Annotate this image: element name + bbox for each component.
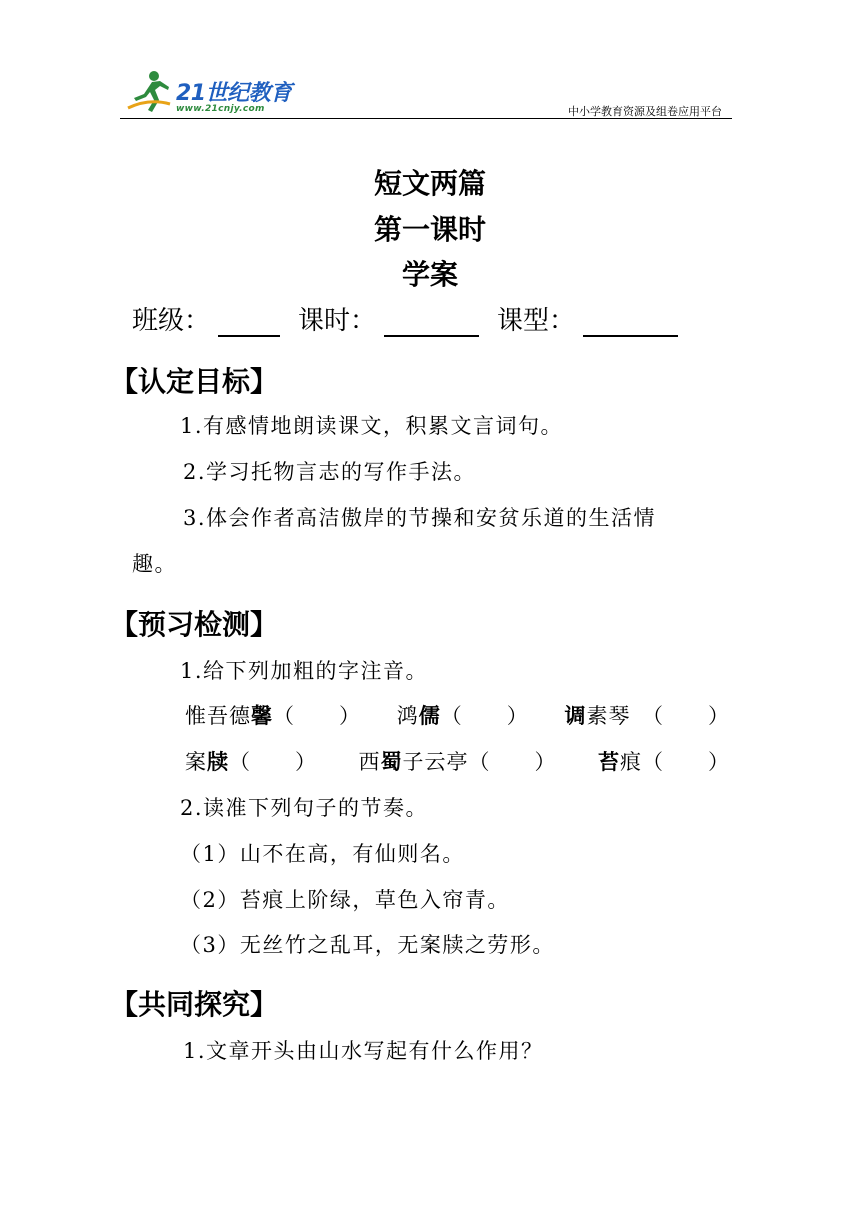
preview-question-1: 1.给下列加粗的字注音。 [180, 659, 429, 683]
bold-char: 儒 [418, 704, 441, 728]
explore-heading: 【共同探究】 [110, 988, 279, 1021]
runner-logo-icon [124, 68, 174, 114]
goal-item: 2.学习托物言志的写作手法。 [183, 460, 477, 484]
logo-text: 21世纪教育 [176, 81, 292, 106]
pinyin-item: 西蜀子云亭（ ） [358, 750, 557, 774]
type-blank[interactable] [583, 305, 678, 337]
bold-char: 调 [564, 704, 587, 728]
goal-item: 3.体会作者高洁傲岸的节操和安贫乐道的生活情 [183, 506, 657, 530]
period-label: 课时： [298, 306, 377, 336]
pinyin-item: 案牍（ ） [185, 750, 317, 774]
bold-char: 馨 [251, 704, 273, 728]
rhythm-sentence: （2）苔痕上阶绿，草色入帘青。 [180, 888, 510, 912]
pinyin-row-1 [185, 700, 730, 730]
page-header [120, 60, 732, 120]
platform-label: 中小学教育资源及组卷应用平台 [568, 105, 722, 118]
pinyin-item: 惟吾德馨（ ） [185, 704, 361, 728]
pinyin-item: 苔痕（ ） [598, 750, 730, 774]
rhythm-sentence: （3）无丝竹之乱耳，无案牍之劳形。 [180, 933, 555, 957]
pinyin-item: 鸿儒（ ） [396, 704, 529, 728]
goals-heading: 【认定目标】 [110, 365, 279, 398]
logo-url: www.21cnjy.com [176, 104, 265, 114]
logo [124, 68, 324, 118]
preview-question-2: 2.读准下列句子的节奏。 [180, 796, 429, 820]
goal-item: 1.有感情地朗读课文，积累文言词句。 [180, 414, 564, 438]
doc-subtitle: 第一课时 [373, 213, 486, 246]
header-divider [120, 118, 732, 119]
bold-char: 牍 [207, 750, 229, 774]
class-label: 班级： [132, 306, 211, 336]
rhythm-sentence: （1）山不在高，有仙则名。 [180, 842, 465, 866]
goal-item-continued: 趣。 [132, 552, 177, 576]
pinyin-row-2 [185, 746, 730, 776]
doc-type-title: 学案 [401, 258, 458, 291]
period-blank[interactable] [384, 305, 479, 337]
info-row [132, 300, 678, 337]
bold-char: 蜀 [380, 750, 403, 774]
class-blank[interactable] [218, 305, 280, 337]
explore-question-1: 1.文章开头由山水写起有什么作用？ [183, 1039, 544, 1063]
preview-heading: 【预习检测】 [110, 608, 279, 641]
doc-title: 短文两篇 [373, 167, 486, 200]
bold-char: 苔 [598, 750, 620, 774]
pinyin-item: 调素琴 （ ） [564, 704, 730, 728]
type-label: 课型： [497, 306, 576, 336]
